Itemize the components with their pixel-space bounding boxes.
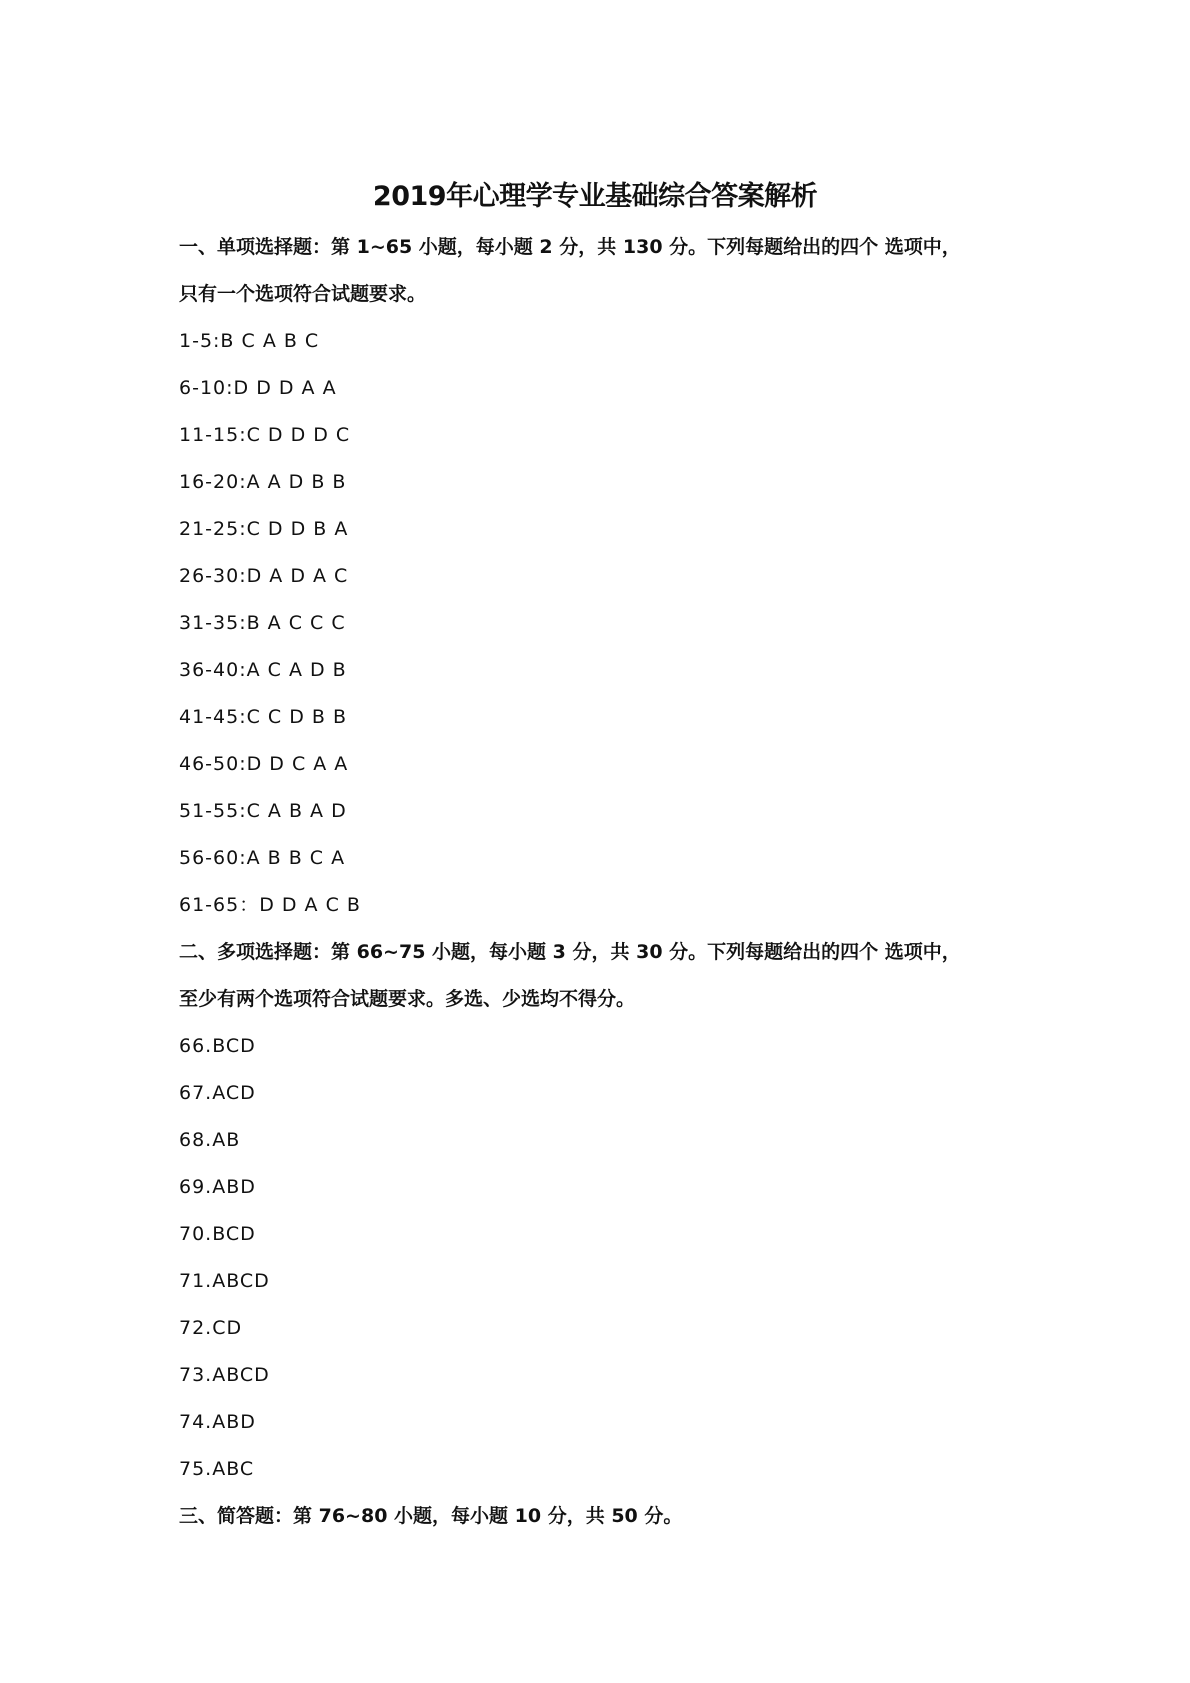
answer-line: 71.ABCD (179, 1270, 270, 1292)
answer-line: 11-15:C D D D C (179, 424, 351, 446)
answer-line: 74.ABD (179, 1411, 256, 1433)
answer-line: 72.CD (179, 1317, 243, 1339)
answer-line: 6-10:D D D A A (179, 377, 337, 399)
section1-heading-cont: 只有一个选项符合试题要求。 (179, 283, 427, 305)
answer-line: 73.ABCD (179, 1364, 270, 1386)
answer-line: 51-55:C A B A D (179, 800, 347, 822)
document-body (179, 224, 1039, 1540)
answer-line: 68.AB (179, 1129, 241, 1151)
section1-answers (179, 318, 1039, 929)
answer-line: 56-60:A B B C A (179, 847, 346, 869)
answer-line: 75.ABC (179, 1458, 255, 1480)
answer-line: 21-25:C D D B A (179, 518, 349, 540)
answer-line: 31-35:B A C C C (179, 612, 346, 634)
answer-line: 1-5:B C A B C (179, 330, 320, 352)
answer-line: 46-50:D D C A A (179, 753, 349, 775)
answer-line: 70.BCD (179, 1223, 256, 1245)
answer-line: 36-40:A C A D B (179, 659, 347, 681)
answer-line: 69.ABD (179, 1176, 256, 1198)
answer-line: 67.ACD (179, 1082, 256, 1104)
section2-heading-cont: 至少有两个选项符合试题要求。多选、少选均不得分。 (179, 988, 636, 1010)
answer-line: 16-20:A A D B B (179, 471, 347, 493)
section1-heading: 一、单项选择题：第 1~65 小题，每小题 2 分，共 130 分。下列每题给出的四个 选项中， (179, 236, 961, 258)
answer-line: 26-30:D A D A C (179, 565, 349, 587)
answer-line: 66.BCD (179, 1035, 256, 1057)
section2-answers (179, 1023, 1039, 1493)
section2-heading: 二、多项选择题：第 66~75 小题，每小题 3 分，共 30 分。下列每题给出的四个 选项中， (179, 941, 961, 963)
section3-heading: 三、简答题：第 76~80 小题，每小题 10 分，共 50 分。 (179, 1505, 683, 1527)
answer-line: 41-45:C C D B B (179, 706, 348, 728)
answer-line: 61-65：D D A C B (179, 894, 361, 916)
document-title: 2019年心理学专业基础综合答案解析 (372, 181, 818, 212)
